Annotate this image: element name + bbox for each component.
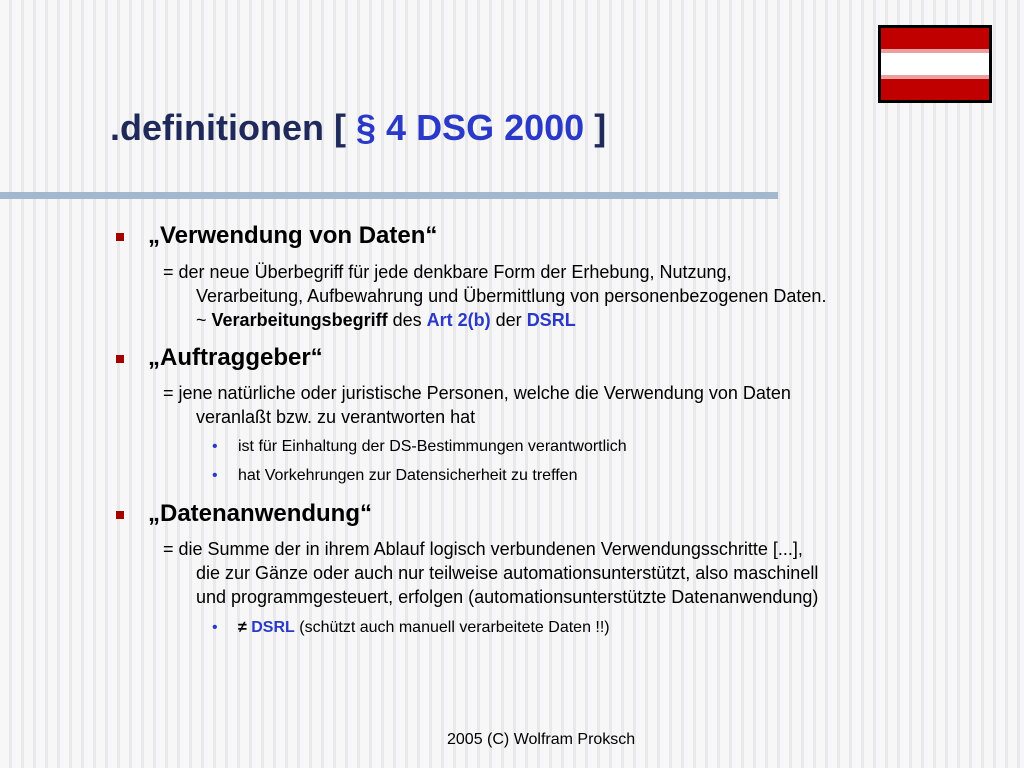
item-heading: „Datenanwendung“: [148, 500, 373, 527]
definition-line: veranlaßt bzw. zu verantworten hat: [196, 407, 476, 427]
sub-item-text: hat Vorkehrungen zur Datensicherheit zu treffen: [238, 467, 578, 484]
dot-bullet-icon: •: [212, 619, 218, 636]
title-prefix: .definitionen: [110, 107, 324, 148]
term-verarbeitungsbegriff: Verarbeitungsbegriff: [211, 310, 388, 330]
reference-art-2b: Art 2(b): [426, 310, 491, 330]
definition-line: = jene natürliche oder juristische Personen, welche die Verwendung von Daten: [163, 383, 791, 403]
flag-stripe-red-top: [881, 28, 989, 49]
item-heading: „Auftraggeber“: [148, 344, 323, 371]
dot-bullet-icon: •: [212, 438, 218, 455]
title-reference: § 4 DSG 2000: [356, 107, 585, 148]
definition-line: = der neue Überbegriff für jede denkbare Form der Erhebung, Nutzung,: [163, 262, 732, 282]
austria-flag-icon: [878, 25, 992, 103]
footer-copyright: 2005 (C) Wolfram Proksch: [447, 731, 636, 748]
sub-item-text: [238, 617, 610, 639]
item-definition: [163, 537, 953, 609]
definition-line: = die Summe der in ihrem Ablauf logisch verbundenen Verwendungsschritte [...],: [163, 539, 803, 559]
reference-dsrl: DSRL: [251, 619, 295, 636]
square-bullet-icon: [116, 355, 124, 363]
definition-line: die zur Gänze oder auch nur teilweise automationsunterstützt, also maschinell: [196, 563, 819, 583]
sub-item-rest: (schützt auch manuell verarbeitete Daten !!): [299, 619, 610, 636]
title-divider: [0, 192, 778, 199]
flag-stripe-white: [881, 49, 989, 78]
word-der: der: [495, 310, 522, 330]
title-close-bracket: ]: [594, 107, 607, 148]
title-open-bracket: [: [334, 107, 346, 148]
square-bullet-icon: [116, 233, 124, 241]
tilde-symbol: ~: [196, 310, 207, 330]
not-equal-symbol: ≠: [238, 619, 247, 636]
definition-line: und programmgesteuert, erfolgen (automationsunterstützte Datenanwendung): [196, 587, 819, 607]
dot-bullet-icon: •: [212, 467, 218, 484]
word-des: des: [392, 310, 422, 330]
item-definition: [163, 381, 953, 429]
slide-title: [110, 104, 606, 152]
reference-dsrl: DSRL: [526, 310, 576, 330]
item-heading: „Verwendung von Daten“: [148, 222, 438, 249]
flag-stripe-red-bottom: [881, 79, 989, 100]
sub-item-text: ist für Einhaltung der DS-Bestimmungen verantwortlich: [238, 438, 627, 455]
item-definition: [163, 260, 953, 332]
square-bullet-icon: [116, 511, 124, 519]
definition-line: [163, 308, 953, 332]
definition-line: Verarbeitung, Aufbewahrung und Übermittlung von personenbezogenen Daten.: [196, 286, 827, 306]
